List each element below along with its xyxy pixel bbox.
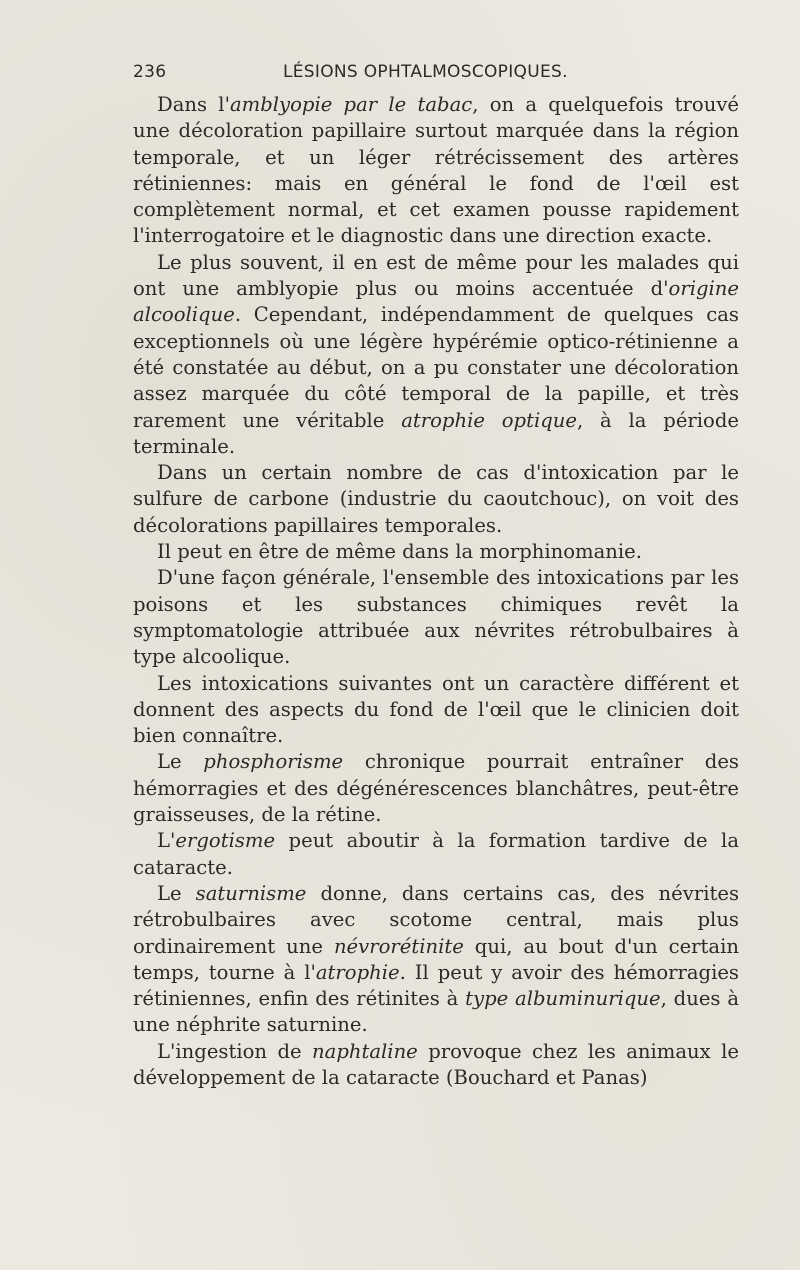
italic-term: origine alcoolique xyxy=(133,277,739,327)
paragraph: Le phosphorisme chronique pourrait entraîner des hémorragies et des dégénérescences blanchâtres, peut-être graisseuses, de la rétine. xyxy=(133,750,739,827)
page-body xyxy=(133,92,739,1091)
paragraph: L'ergotisme peut aboutir à la formation tardive de la cataracte. xyxy=(133,829,739,879)
paragraph: Dans un certain nombre de cas d'intoxication par le sulfure de carbone (industrie du caoutchouc), on voit des décolorations papillaires temporales. xyxy=(133,461,739,537)
italic-term: naphtaline xyxy=(312,1039,418,1063)
italic-term: atrophie xyxy=(315,960,400,984)
paragraph: Les intoxications suivantes ont un caractère différent et donnent des aspects du fond de l'œil que le clinicien doit bien connaître. xyxy=(133,671,739,748)
italic-term: phosphorisme xyxy=(203,750,344,774)
italic-term: atrophie optique xyxy=(401,408,577,432)
running-title: LÉSIONS OPHTALMOSCOPIQUES. xyxy=(283,62,568,82)
italic-term: type albuminurique xyxy=(465,987,661,1011)
paragraph: Il peut en être de même dans la morphinomanie. xyxy=(157,540,643,564)
italic-term: amblyopie par le tabac xyxy=(229,93,473,116)
italic-term: saturnisme xyxy=(195,881,307,905)
page-number: 236 xyxy=(133,62,167,82)
italic-term: ergotisme xyxy=(175,829,276,853)
paragraph: Dans l'amblyopie par le tabac, on a quelquefois trouvé une décoloration papillaire surtout marquée dans la région temporale, et un léger rétrécissement des artères rétiniennes: mais en général le fond de l'œil est complètement normal, et cet examen pousse rapidement l'interrogatoire et le diagnostic dans une direction exacte. xyxy=(133,93,740,248)
italic-term: névrorétinite xyxy=(333,934,464,958)
paragraph: L'ingestion de naphtaline provoque chez les animaux le développement de la cataracte (Bouchard et Panas) xyxy=(133,1039,739,1089)
paragraph: Le plus souvent, il en est de même pour les malades qui ont une amblyopie plus ou moins accentuée d'origine alcoolique. Cependant, indépendamment de quelques cas exceptionnels où une légère hypérémie optico-rétinienne a été constatée au début, on a pu constater une décoloration assez marquée du côté temporal de la papille, et très rarement une véritable atrophie optique, à la période terminale. xyxy=(133,250,739,458)
paragraph: Le saturnisme donne, dans certains cas, des névrites rétrobulbaires avec scotome central, mais plus ordinairement une névrorétinite qui, au bout d'un certain temps, tourne à l'atrophie. Il peut y avoir des hémorragies rétiniennes, enfin des rétinites à type albuminurique, dues à une néphrite saturnine. xyxy=(133,881,739,1037)
paragraph: D'une façon générale, l'ensemble des intoxications par les poisons et les substances chimiques revêt la symptomatologie attribuée aux névrites rétrobulbaires à type alcoolique. xyxy=(133,566,739,669)
